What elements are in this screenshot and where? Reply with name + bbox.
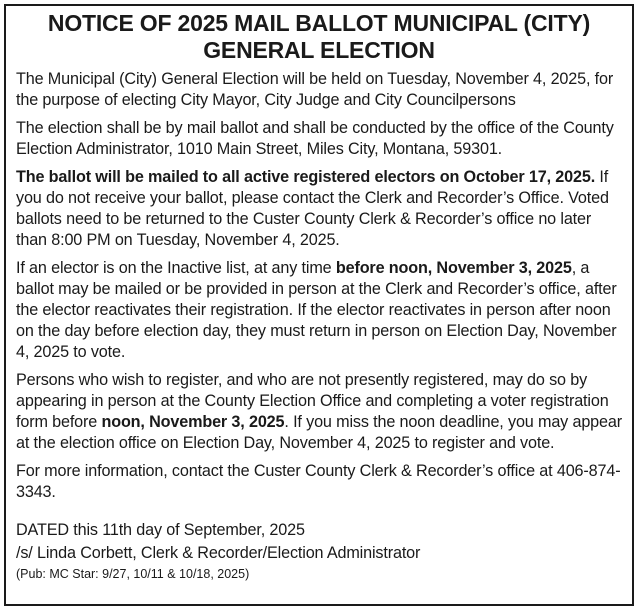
ballot-mailing-date: The ballot will be mailed to all active registered electors on October 17, 2025. (16, 168, 596, 186)
inactive-deadline: before noon, November 3, 2025 (335, 259, 572, 277)
paragraph-contact: For more information, contact the Custer County Clerk & Recorder’s office at 406-874-3343. (16, 462, 621, 501)
inactive-text-b: , a ballot may be mailed or be provided in person at the Clerk and Recorder’s office, after the elector reactivates their registration. If the elector reactivates in person after noon on the day before election day, they must return in person on Election Day, November 4, 2025 to vote. (16, 259, 617, 361)
signature-line: /s/ Linda Corbett, Clerk & Recorder/Election Administrator (16, 544, 421, 562)
paragraph-election-date: The Municipal (City) General Election will be held on Tuesday, November 4, 2025, for the purpose of electing City Mayor, City Judge and City Councilpersons (16, 70, 614, 109)
registration-text-a: Persons who wish to register, and who are not presently registered, may do so by appearing in person at the County Election Office and completing a voter registration form before (16, 371, 609, 431)
registration-text-b: . If you miss the noon deadline, you may appear at the election office on Election Day, November 4, 2025 to register and vote. (16, 413, 622, 452)
legal-notice (4, 4, 634, 606)
notice-title (16, 10, 622, 64)
title-line-1: NOTICE OF 2025 MAIL BALLOT MUNICIPAL (CITY) (47, 10, 591, 36)
spacer (16, 510, 622, 520)
paragraph-inactive-list (16, 258, 622, 363)
ballot-return-info: If you do not receive your ballot, please contact the Clerk and Recorder’s Office. Voted ballots need to be returned to the Custer County Clerk & Recorder’s office no later than 8:00 PM on Tuesday, November 4, 2025. (16, 168, 609, 249)
paragraph-mail-ballot: The election shall be by mail ballot and shall be conducted by the office of the County Election Administrator, 1010 Main Street, Miles City, Montana, 59301. (16, 119, 614, 158)
publication-info: (Pub: MC Star: 9/27, 10/11 & 10/18, 2025) (16, 567, 250, 581)
dated-line: DATED this 11th day of September, 2025 (16, 521, 305, 539)
title-line-2: GENERAL ELECTION (203, 37, 435, 63)
inactive-text-a: If an elector is on the Inactive list, at any time (16, 259, 336, 277)
registration-deadline: noon, November 3, 2025 (101, 413, 285, 431)
paragraph-ballot-mailing (16, 167, 622, 251)
paragraph-registration (16, 370, 622, 454)
